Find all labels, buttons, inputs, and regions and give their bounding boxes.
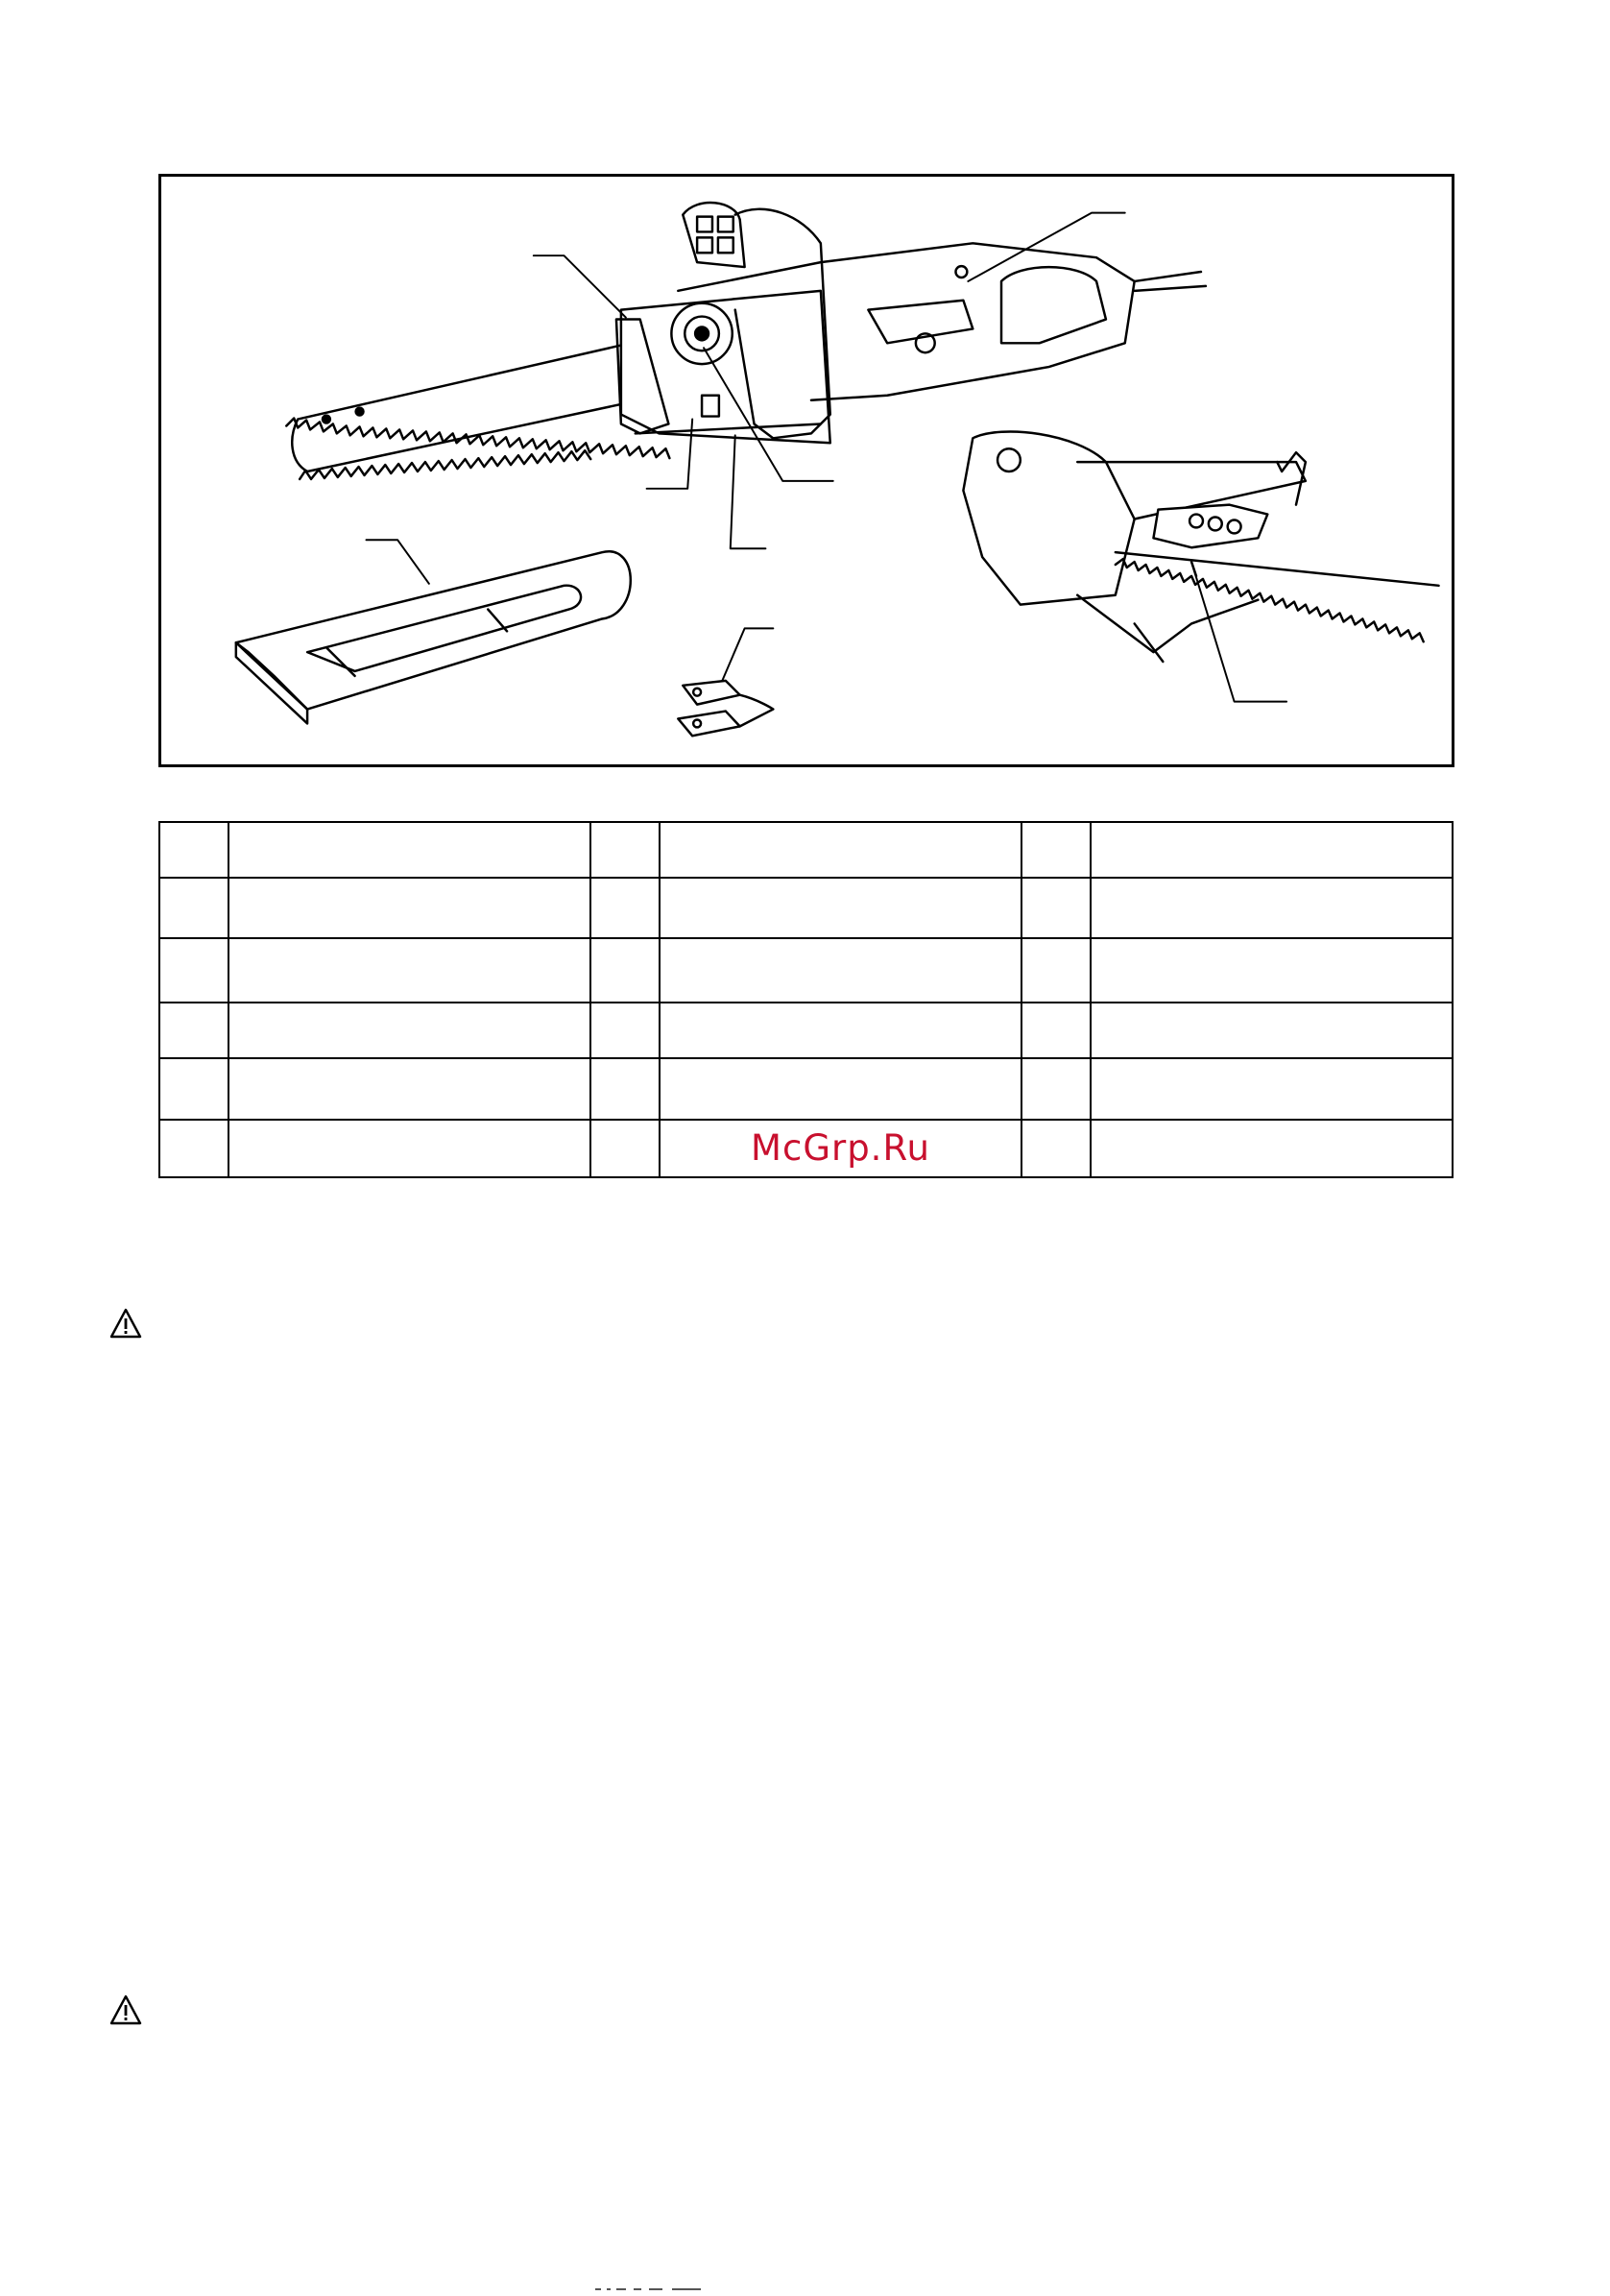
table-cell xyxy=(1021,878,1091,938)
table-cell xyxy=(159,1058,228,1120)
table-cell xyxy=(590,938,660,1003)
table-cell xyxy=(660,1058,1021,1120)
guide-bar xyxy=(286,343,669,479)
table-cell xyxy=(660,938,1021,1003)
warning-triangle-icon xyxy=(109,1308,142,1339)
chain-adjuster-detail-illustration xyxy=(963,432,1438,663)
table-cell xyxy=(660,1003,1021,1058)
table-cell xyxy=(228,822,590,878)
parts-table xyxy=(158,821,1454,1178)
guide-bar-cover-illustration xyxy=(236,551,631,723)
table-cell xyxy=(590,1003,660,1058)
table-cell xyxy=(1091,1003,1453,1058)
table-cell xyxy=(590,1058,660,1120)
table-cell xyxy=(159,1003,228,1058)
table-cell xyxy=(228,878,590,938)
table-cell xyxy=(1021,938,1091,1003)
table-cell xyxy=(1021,1058,1091,1120)
table-cell xyxy=(1091,1120,1453,1177)
parts-figure xyxy=(158,174,1454,767)
table-cell xyxy=(660,822,1021,878)
watermark: McGrp.Ru xyxy=(751,1127,930,1169)
warning-triangle-icon xyxy=(109,1994,142,2025)
saw-body xyxy=(616,243,1206,443)
table-cell xyxy=(1091,938,1453,1003)
table-cell xyxy=(590,822,660,878)
table-row xyxy=(159,1003,1453,1058)
table-cell xyxy=(159,878,228,938)
tension-tool-illustration xyxy=(678,681,773,736)
table-row xyxy=(159,878,1453,938)
table-cell xyxy=(1021,1003,1091,1058)
footer-marks xyxy=(595,2279,720,2283)
table-cell xyxy=(228,1058,590,1120)
table-cell xyxy=(228,938,590,1003)
table-cell xyxy=(660,878,1021,938)
table-row xyxy=(159,822,1453,878)
table-cell xyxy=(1091,822,1453,878)
table-cell xyxy=(1091,1058,1453,1120)
table-row xyxy=(159,1120,1453,1177)
table-cell xyxy=(590,878,660,938)
table-cell xyxy=(228,1003,590,1058)
table-row xyxy=(159,1058,1453,1120)
table-cell xyxy=(159,1120,228,1177)
table-cell xyxy=(590,1120,660,1177)
table-cell xyxy=(159,822,228,878)
table-cell xyxy=(159,938,228,1003)
table-cell xyxy=(1091,878,1453,938)
chainsaw-illustration xyxy=(161,177,1452,764)
table-cell xyxy=(1021,1120,1091,1177)
table-cell xyxy=(1021,822,1091,878)
table-row xyxy=(159,938,1453,1003)
table-cell xyxy=(660,1120,1021,1177)
table-cell xyxy=(228,1120,590,1177)
